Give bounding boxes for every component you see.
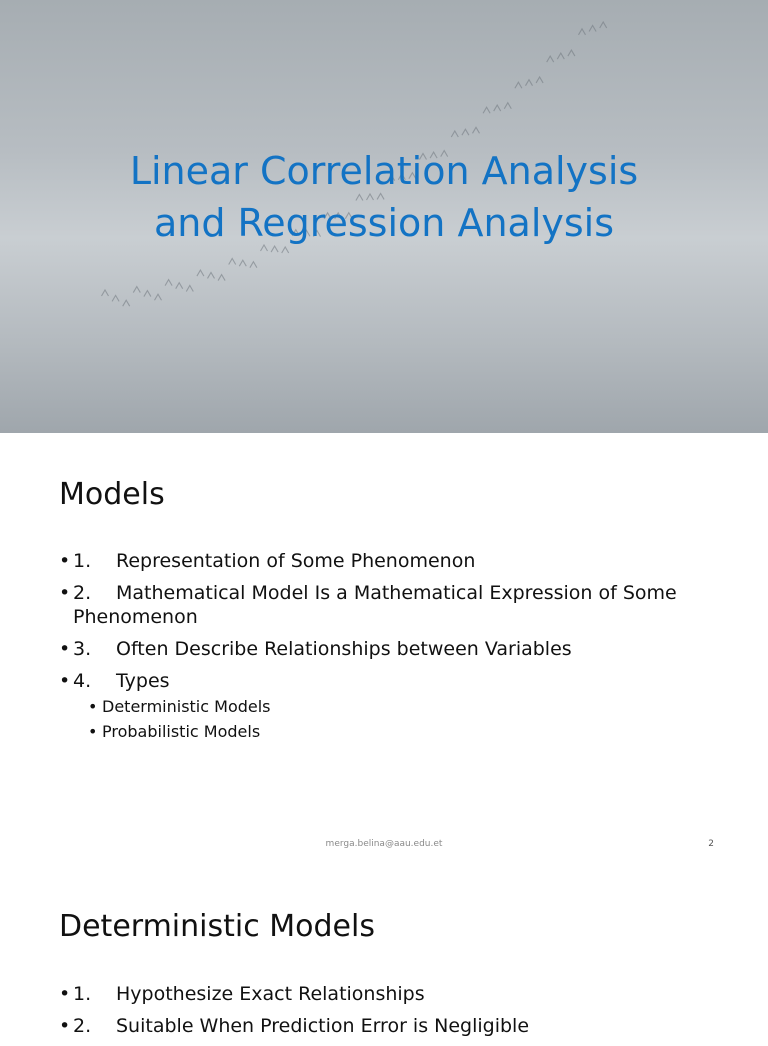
title-slide [0, 0, 768, 433]
bullet-list [59, 549, 719, 751]
item-number: 1. [73, 550, 92, 572]
list-item [59, 669, 719, 693]
title-line-1: Linear Correlation Analysis [129, 149, 639, 193]
item-text: Mathematical Model Is a Mathematical Expression of Some Phenomenon [73, 582, 677, 628]
list-item [59, 1014, 719, 1038]
title-line-2: and Regression Analysis [153, 201, 615, 245]
slide-models [0, 433, 768, 865]
item-number: 4. [73, 670, 92, 692]
item-number: 2. [73, 1015, 92, 1037]
item-text: Representation of Some Phenomenon [116, 550, 476, 572]
slide-heading: Models [59, 477, 165, 512]
slide-deterministic-models [0, 865, 768, 1037]
bullet-list [59, 982, 719, 1046]
list-item [59, 549, 719, 573]
item-text: Types [116, 670, 170, 692]
list-item [59, 581, 719, 629]
list-item [59, 637, 719, 661]
sub-list-item: • Deterministic Models [59, 695, 719, 719]
item-number: 3. [73, 638, 92, 660]
page-number: 2 [708, 839, 714, 849]
footer-email: merga.belina@aau.edu.et [325, 839, 443, 849]
item-number: 1. [73, 983, 92, 1005]
list-item [59, 982, 719, 1006]
item-number: 2. [73, 582, 92, 604]
sub-list-item: • Probabilistic Models [59, 720, 719, 744]
slide-heading: Deterministic Models [59, 909, 375, 944]
item-text: Hypothesize Exact Relationships [116, 983, 425, 1005]
item-text: Suitable When Prediction Error is Negligible [116, 1015, 530, 1037]
item-text: Often Describe Relationships between Variables [116, 638, 572, 660]
presentation-title [0, 145, 768, 249]
